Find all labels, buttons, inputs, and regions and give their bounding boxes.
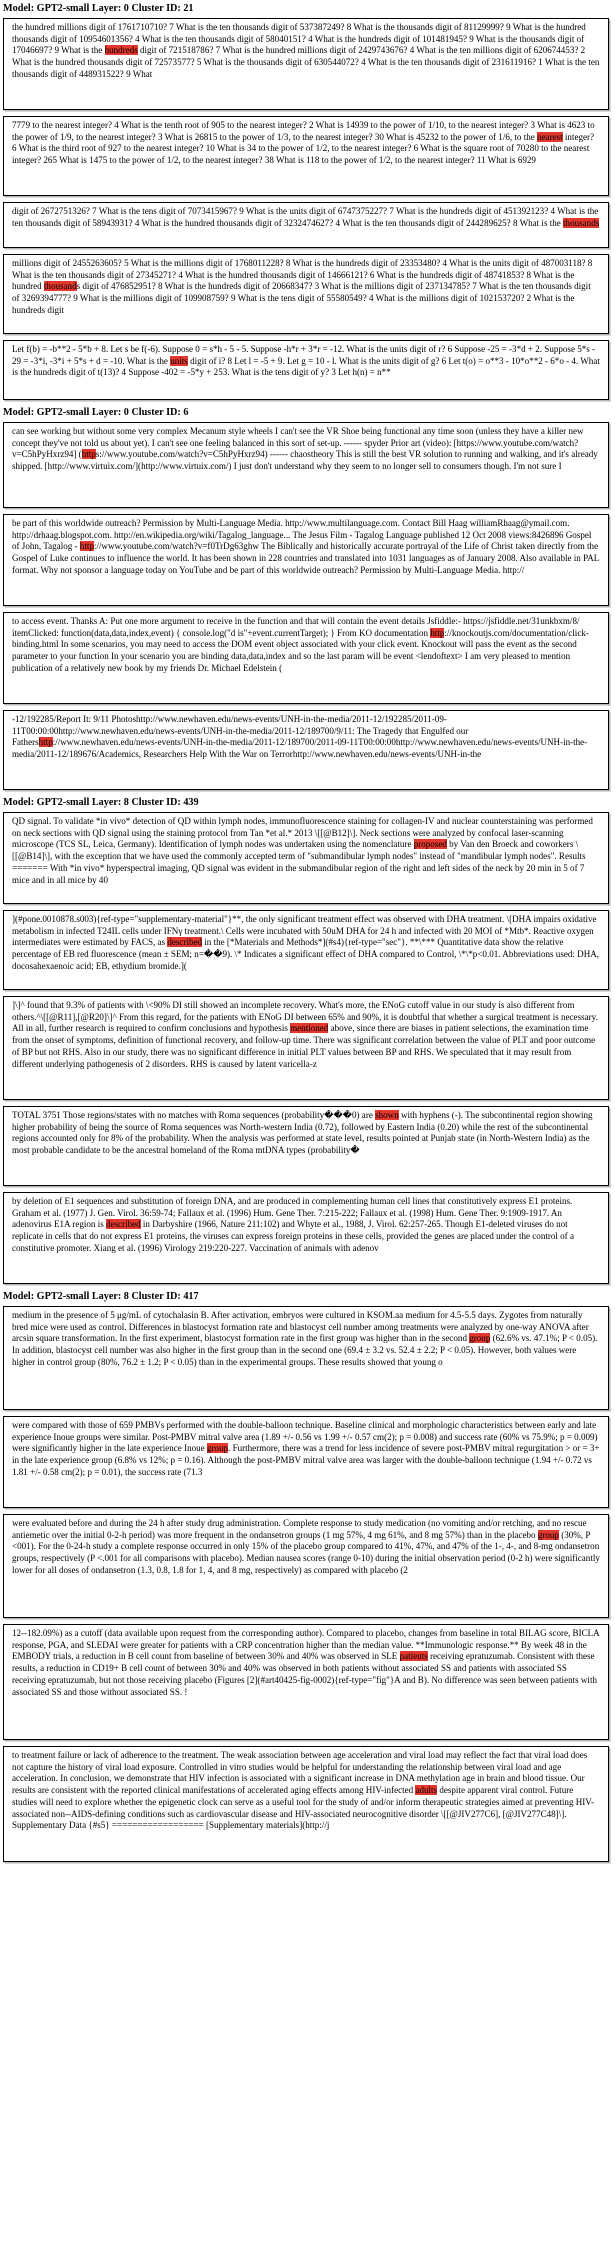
cluster-section: [3, 406, 609, 790]
sample-text: can see working but without some very complex Mecanum style wheels I can't see the VR Shoe being functional any time soon (unless they have a killer new concept they've not told us about yet). I can't see one feeling balanced in this sort of set-up. ------ spyder Prior art (video): [https://www.youtube.com/watch?v=C5hPyHxrz94] (: [12, 426, 584, 460]
sample-text: ://www.newhaven.edu/news-events/UNH-in-the-media/2011-12/189700/2011-09-11T00:00:00http://www.newhaven.edu/news-events/UNH-in-the-media/2011-12/189676/Academics, Researchers Help With the War on Terrorhttp://www.newhaven.edu/news-events/UNH-in-the: [12, 737, 588, 760]
highlighted-token: proposed: [413, 839, 447, 850]
highlighted-token: group: [206, 1443, 229, 1454]
sample-text: ://knockoutjs.com/documentation/click-binding.html In some scenarios, you may need to access the DOM event object associated with your click event. Knockout will pass the event as the second parameter to your function In your scenario you are binding data,data,index and so the last param will be event <lendoftext> I am very pleased to mention publication of a relatively new book by my friends Dr. Michael Edelstein (: [12, 627, 589, 673]
text-sample-card: [3, 1192, 609, 1284]
text-sample-card: [3, 340, 609, 400]
sample-text: (62.6% vs. 47.1%; P < 0.05). In addition, blastocyst cell number was also higher in the first group than in the second one (69.4 ± 3.2 vs. 52.4 ± 2.2; P < 0.05). However, both values were higher in control group (80%, 76.2 ± 1.2; P < 0.05) than in the experimental groups. These results showed that young o: [12, 1333, 598, 1367]
highlighted-token: group: [469, 1333, 491, 1344]
section-title: Model: GPT2-small Layer: 0 Cluster ID: 21: [3, 3, 194, 14]
sample-text: medium in the presence of 5 μg/mL of cytochalasin B. After activation, embryos were cultured in KSOM.aa medium for 4.5-5.5 days. Zygotes from naturally bred mice were used as control. Differences in blastocyst formation rate and blastocyst cell number among treatments were analyzed by one-way ANOVA after arcsin square transformation. In the first experiment, blastocyst formation rate in the first group was higher than in the second: [12, 1310, 589, 1344]
sample-text: ]\]^ found that 9.3% of patients with \<90% DI still showed an incomplete recovery. What's more, the ENoG cutoff value in our study is also different from others.^\[[@R11],[@R20]\]^ From this regard, for the patients with ENoG DI between 65% and 90%, it is doubtful that whether a surgical treatment is necessary. All in all, further research is required to confirm conclusions and hypothesis: [12, 1000, 598, 1034]
sample-text: with hyphens (-). The subcontinental region showing higher probability of being the source of Roma sequences was North-western India (0.72), followed by Eastern India (0.20) while the rest of the subcontinental regions accounted only for 8% of the probability. When the analysis was performed at state level, results pointed at Punjab state (in North-Western India) as the most probable candidate to be the ancestral homeland of the Roma mtDNA types (probability�: [12, 1110, 593, 1156]
text-sample-card: [3, 710, 609, 790]
sample-text: -12/192285/Report It: 9/11 Photoshttp://www.newhaven.edu/news-events/UNH-in-the-media/2011-12/192285/2011-09-11T00:00:00http://www.newhaven.edu/news-events/UNH-in-the-media/2011-12/189700/9/11: The Tragedy that Engulfed our Fathers: [12, 714, 469, 748]
text-sample-card: [3, 1416, 609, 1508]
cluster-section: [3, 1290, 609, 1862]
highlighted-token: thousands: [563, 217, 600, 228]
text-sample-card: [3, 18, 609, 110]
sample-text: in Darbyshire (1966, Nature 211:102) and Whyte et al., 1988, J. Virol. 62:257-265. Though E1-deleted viruses do not replicate in cells that do not express E1 proteins, the viruses can express foreign proteins in these cells, provided the genes are placed under the control of a constitutive promoter. Xiang et al. (1996) Virology 219:220-227. Vaccination of animals with adenov: [12, 1219, 574, 1253]
sample-text: to access event. Thanks A: Put one more argument to receive in the function and that will contain the event details Jsfiddle:- https://jsfiddle.net/31unkbxm/8/ itemClicked: function(data,data,index,event) { console.log("d is"+event.currentTarget); } From KO documentation: [12, 616, 580, 638]
sample-text: 7779 to the nearest integer? 4 What is the tenth root of 905 to the nearest integer? 2 What is 14939 to the power of 1/10, to the nearest integer? 3 What is 4623 to the power of 1/9, to the nearest integer? 3 What is 26815 to the power of 1/3, to the nearest integer? 30 What is 45232 to the power of 1/6, to the: [12, 120, 595, 142]
text-sample-card: [3, 910, 609, 990]
sample-text: QD signal. To validate *in vivo* detection of QD within lymph nodes, immunofluorescence staining for collagen-IV and nuclear counterstaining was performed on neck sections with QD signal using the staining protocol from Tan *et al.* 2013 \[[@B12]\]. Neck sections were analyzed by confocal laser-scanning microscope (TCS SL, Leica, Germany). Identification of lymph nodes was undertaken using the nomenclature: [12, 816, 593, 850]
section-title: Model: GPT2-small Layer: 8 Cluster ID: 439: [3, 797, 199, 808]
text-sample-card: [3, 612, 609, 704]
sample-text: ](#pone.0010878.s003){ref-type="supplementary-material"}**, the only significant treatment effect was observed with DHA treatment. \[DHA impairs oxidative metabolism in infected T24IL cells under IFNγ treatment.\ Cells were incubated with 50uM DHA for 24 h and infected with 20 MOI of *Mtb*. Reactive oxygen intermediates were estimated by FACS, as: [12, 914, 597, 948]
sample-text: were compared with those of 659 PMBVs performed with the double-balloon technique. Baseline clinical and morphologic characteristics between early and late experience Inoue groups were similar. Post-PMBV mitral valve area (1.89 +/- 0.56 vs 1.99 +/- 0.57 cm(2); p = 0.008) and success rate (60% vs 75.9%; p = 0.009) were significantly higher in the late experience Inoue: [12, 1420, 598, 1454]
highlighted-token: http: [38, 737, 53, 748]
highlighted-token: thousand: [43, 281, 77, 292]
highlighted-token: http: [79, 541, 94, 552]
sample-text: Let f(b) = -b**2 - 5*b + 8. Let s be f(-6). Suppose 0 = s*h - 5 - 5. Suppose -h*r + 3*r = -12. What is the units digit of r? 6 Suppose -25 = -3*d + 2. Suppose 5*s - 29 = -3*i, -3*i + 5*s + d = -10. What is the: [12, 344, 596, 366]
text-sample-card: [3, 996, 609, 1100]
section-title: Model: GPT2-small Layer: 8 Cluster ID: 417: [3, 1291, 199, 1302]
sample-text: (30%, P <001). For the 0-24-h study a complete response occurred in only 15% of the placebo group compared to 41%, 47%, and 47% of the 1-, 4-, and 8-mg ondansetron groups, respectively (P <.001 for all comparisons with placebo). Median nausea scores (range 0-10) during the initial observation period (0-2 h) were significantly lower for all doses of ondansetron (1.3, 0.8, 1.8 for 1, 4, and 8 mg, respectively) as compared with placebo (2: [12, 1529, 600, 1575]
text-sample-card: [3, 1306, 609, 1410]
sample-text: TOTAL 3751 Those regions/states with no matches with Roma sequences (probability���0) are: [12, 1110, 376, 1120]
sample-text: . Furthermore, there was a trend for less incidence of severe post-PMBV mitral regurgitation > or = 3+ in the late experience group (6.8% vs 12%; p = 0.16). Although the post-PMBV mitral valve area was larger with the double-balloon technique (1.94 +/- 0.72 vs 1.81 +/- 0.58 cm(2); p = 0.01), the success rate (71.3: [12, 1443, 600, 1477]
sample-text: in the [*Materials and Methods*](#s4){ref-type="sec"}. **\*** Quantitative data show the relative percentage of EB red fluorescence (mean ± SEM; n=��9). \* Indicates a significant effect of DHA compared to Control, \*\*p<0.01. Abbreviations used: DHA, docosahexaenoic acid; EB, ethydium bromide.](: [12, 937, 600, 971]
sample-text: s://www.youtube.com/watch?v=C5hPyHxrz94) ------ chaostheory This is still the best VR solution to running and walking, and it's already shipped. [http://www.virtuix.com/](http://www.virtuix.com/) I just don't understand why they seem to no longer sell to consumers though. I'm not sure I: [12, 449, 598, 472]
section-title: Model: GPT2-small Layer: 0 Cluster ID: 6: [3, 407, 189, 418]
text-sample-card: [3, 514, 609, 606]
sample-text: the hundred millions digit of 1761710710? 7 What is the ten thousands digit of 537387249? 8 What is the thousands digit of 81129999? 9 What is the hundred thousands digit of 10954601356? 4 What is the ten thousands digit of 58040151? 4 What is the hundreds digit of 101481945? 9 What is the thousands digit of 17046697? 9 What is the: [12, 22, 586, 56]
highlighted-token: group: [537, 1529, 559, 1540]
highlighted-token: units: [170, 355, 188, 366]
text-sample-card: [3, 422, 609, 508]
highlighted-token: http: [430, 627, 445, 638]
sample-text: digit of 721518786? 7 What is the hundred millions digit of 2429743676? 4 What is the ten millions digit of 620674453? 2 What is the hundred thousands digit of 72573577? 5 What is the thousands digit of 630544072? 4 What is the ten thousands digit of 231611916? 1 What is the ten thousands digit of 448931522? 9 What: [12, 45, 600, 79]
text-sample-card: [3, 116, 609, 196]
text-sample-card: [3, 1514, 609, 1618]
sample-text: s digit of 476852951? 8 What is the hundreds digit of 20668347? 3 What is the millions digit of 237134785? 7 What is the ten thousands digit of 3269394777? 9 What is the millions digit of 109908759? 9 What is the tens digit of 55580549? 4 What is the millions digit of 102153720? 2 What is the hundreds digit: [12, 281, 591, 315]
sample-text: were evaluated before and during the 24 h after study drug administration. Complete response to study medication (no vomiting and/or retching, and no rescue antiemetic over the initial 0-2-h period) was more frequent in the ondansetron groups (1 mg 57%, 4 mg 61%, and 8 mg 57%) than in the placebo: [12, 1518, 587, 1540]
sample-text: integer? 6 What is the third root of 927 to the nearest integer? 10 What is 34 to the power of 1/2, to the nearest integer? 6 What is the square root of 70280 to the nearest integer? 265 What is 1475 to the power of 1/2, to the nearest integer? 38 What is 118 to the power of 1/2, to the nearest integer? 11 What is 6929: [12, 131, 595, 166]
highlighted-token: hundreds: [104, 45, 138, 56]
cluster-section: [3, 2, 609, 400]
sample-text: to treatment failure or lack of adherence to the treatment. The weak association between age acceleration and viral load may reflect the fact that viral load does not capture the history of viral load exposure. Controlled in vitro studies would be helpful for understanding the relationship between viral load and age acceleration. In conclusion, we demonstrate that HIV infection is associated with a significant increase in DNA methylation age in brain and blood tissue. Our results are consistent with the reported clinical manifestations of accelerated aging effects among HIV-infected: [12, 1750, 588, 1796]
highlighted-token: described: [105, 1219, 141, 1230]
text-sample-card: [3, 1106, 609, 1186]
text-sample-card: [3, 1746, 609, 1862]
sample-text: receiving epratuzumab. Consistent with these results, a reduction in CD19+ B cell count of between 30% and 40% was observed in both patients without associated SS and patients with associated SS receiving epratuzumab, but not those receiving placebo (Figures [2](#art40425-fig-0002){ref-type="fig"}A and B). No difference was seen between patients with associated SS and those without associated SS. !: [12, 1651, 597, 1697]
sample-text: despite apparent viral control. Future studies will need to explore whether the epigenetic clock can serve as a useful tool for the study of and/or inform therapeutic strategies aimed at preventing HIV-associated non--AIDS-defining conditions such as cardiovascular disease and HIV-associated neurocognitive disorder \[[@JIV277C6], [@JIV277C48]\]. Supplementary Data {#s5} ================== [Supplementary materials](http://j: [12, 1785, 594, 1831]
highlighted-token: http: [81, 449, 96, 460]
text-sample-card: [3, 812, 609, 904]
sample-text: be part of this worldwide outreach? Permission by Multi-Language Media. http://www.multilanguage.com. Contact Bill Haag williamRhaag@ymail.com. http://drhaag.blogspot.com. http://en.wikipedia.org/wiki/Tagalog_language... The Jesus Film - Tagalog Language published 12 Oct 2008 views:8426896 Gospel of John, Tagalog -: [12, 518, 592, 552]
sample-text: digit of i? 8 Let l = -5 + 9. Let g = 10 - l. What is the units digit of g? 6 Let t(o) = o**3 - 10*o**2 - 6*o - 4. What is the hundreds digit of t(13)? 4 Suppose -402 = -5*y + 253. What is the tens digit of y? 3 Let h(n) = n**: [12, 355, 600, 378]
highlighted-token: adults: [415, 1785, 438, 1796]
sample-text: ://www.youtube.com/watch?v=f0TrDg63ghw The Biblically and historically accurate portrayal of the Life of Christ taken directly from the Gospel of Luke continues to influence the world. It has been shown in 228 countries and translated into 1031 languages as of January 2008. Also available in PAL format. Why not sponsor a language today on YouTube and be part of this worldwide outreach? Permission by Multi-Language Media. http://: [12, 541, 599, 575]
sample-text: by deletion of E1 sequences and substitution of foreign DNA, and are produced in complementing human cell lines that constitutively express E1 proteins. Graham et al. (1977) J. Gen. Virol. 36:59-74; Fallaux et al. (1996) Hum. Gene Ther. 7:215-222; Fallaux et al. (1998) Hum. Gene Ther. 9:1909-1917. An adenovirus E1A region is: [12, 1196, 573, 1230]
text-sample-card: [3, 202, 609, 248]
sample-text: millions digit of 2455263605? 5 What is the millions digit of 1768011228? 8 What is the hundreds digit of 23353480? 4 What is the units digit of 487003118? 8 What is the ten thousands digit of 27345271? 4 What is the hundred thousands digit of 14666121? 6 What is the hundreds digit of 48741853? 8 What is the hundred: [12, 258, 593, 292]
sample-text: digit of 2672751326? 7 What is the tens digit of 7073415967? 9 What is the units digit of 6747375227? 7 What is the hundreds digit of 451392123? 4 What is the ten thousands digit of 58943931? 4 What is the hundred thousands digit of 3232474627? 4 What is the ten thousands digit of 244289625? 8 What is the: [12, 206, 599, 228]
text-sample-card: [3, 254, 609, 334]
highlighted-token: described: [167, 937, 203, 948]
text-sample-card: [3, 1624, 609, 1740]
highlighted-token: patients: [399, 1651, 428, 1662]
highlighted-token: mentioned: [290, 1023, 329, 1034]
sample-text: by Van den Broeck and coworkers \[[@B14]\], with the exception that we have used the commonly accepted term of "submandibular lymph nodes" instead of "mandibular lymph nodes". Results ======= With *in vivo* hyperspectral imaging, QD signal was evident in the submandibular region of the right and left sides of the neck by 20 min in 5 of 7 mice and in all mice by 40: [12, 839, 586, 885]
highlighted-token: shown: [375, 1110, 399, 1120]
cluster-section: [3, 796, 609, 1284]
sample-text: 12--182.09%) as a cutoff (data available upon request from the corresponding author). Compared to placebo, changes from baseline in total BILAG score, BICLA response, PGA, and SLEDAI were greater for patients with a CRP concentration higher than the median value. **Immunologic response.** By week 48 in the EMBODY trials, a reduction in B cell count from baseline of between 30% and 40% was observed in SLE: [12, 1628, 600, 1662]
highlighted-token: nearest: [537, 131, 563, 142]
sample-text: above, since there are biases in patient selections, the examination time from the onset of symptoms, definition of functional recovery, and follow-up time. There was significant correlation between the value of PLT and poor outcome of BP but not RHS. Also in our study, there was no significant difference in initial PLT values between BP and RHS. We speculated that it may result from different underlying pathogenesis of 2 disorders. RHS is caused by latent varicella-z: [12, 1023, 596, 1069]
